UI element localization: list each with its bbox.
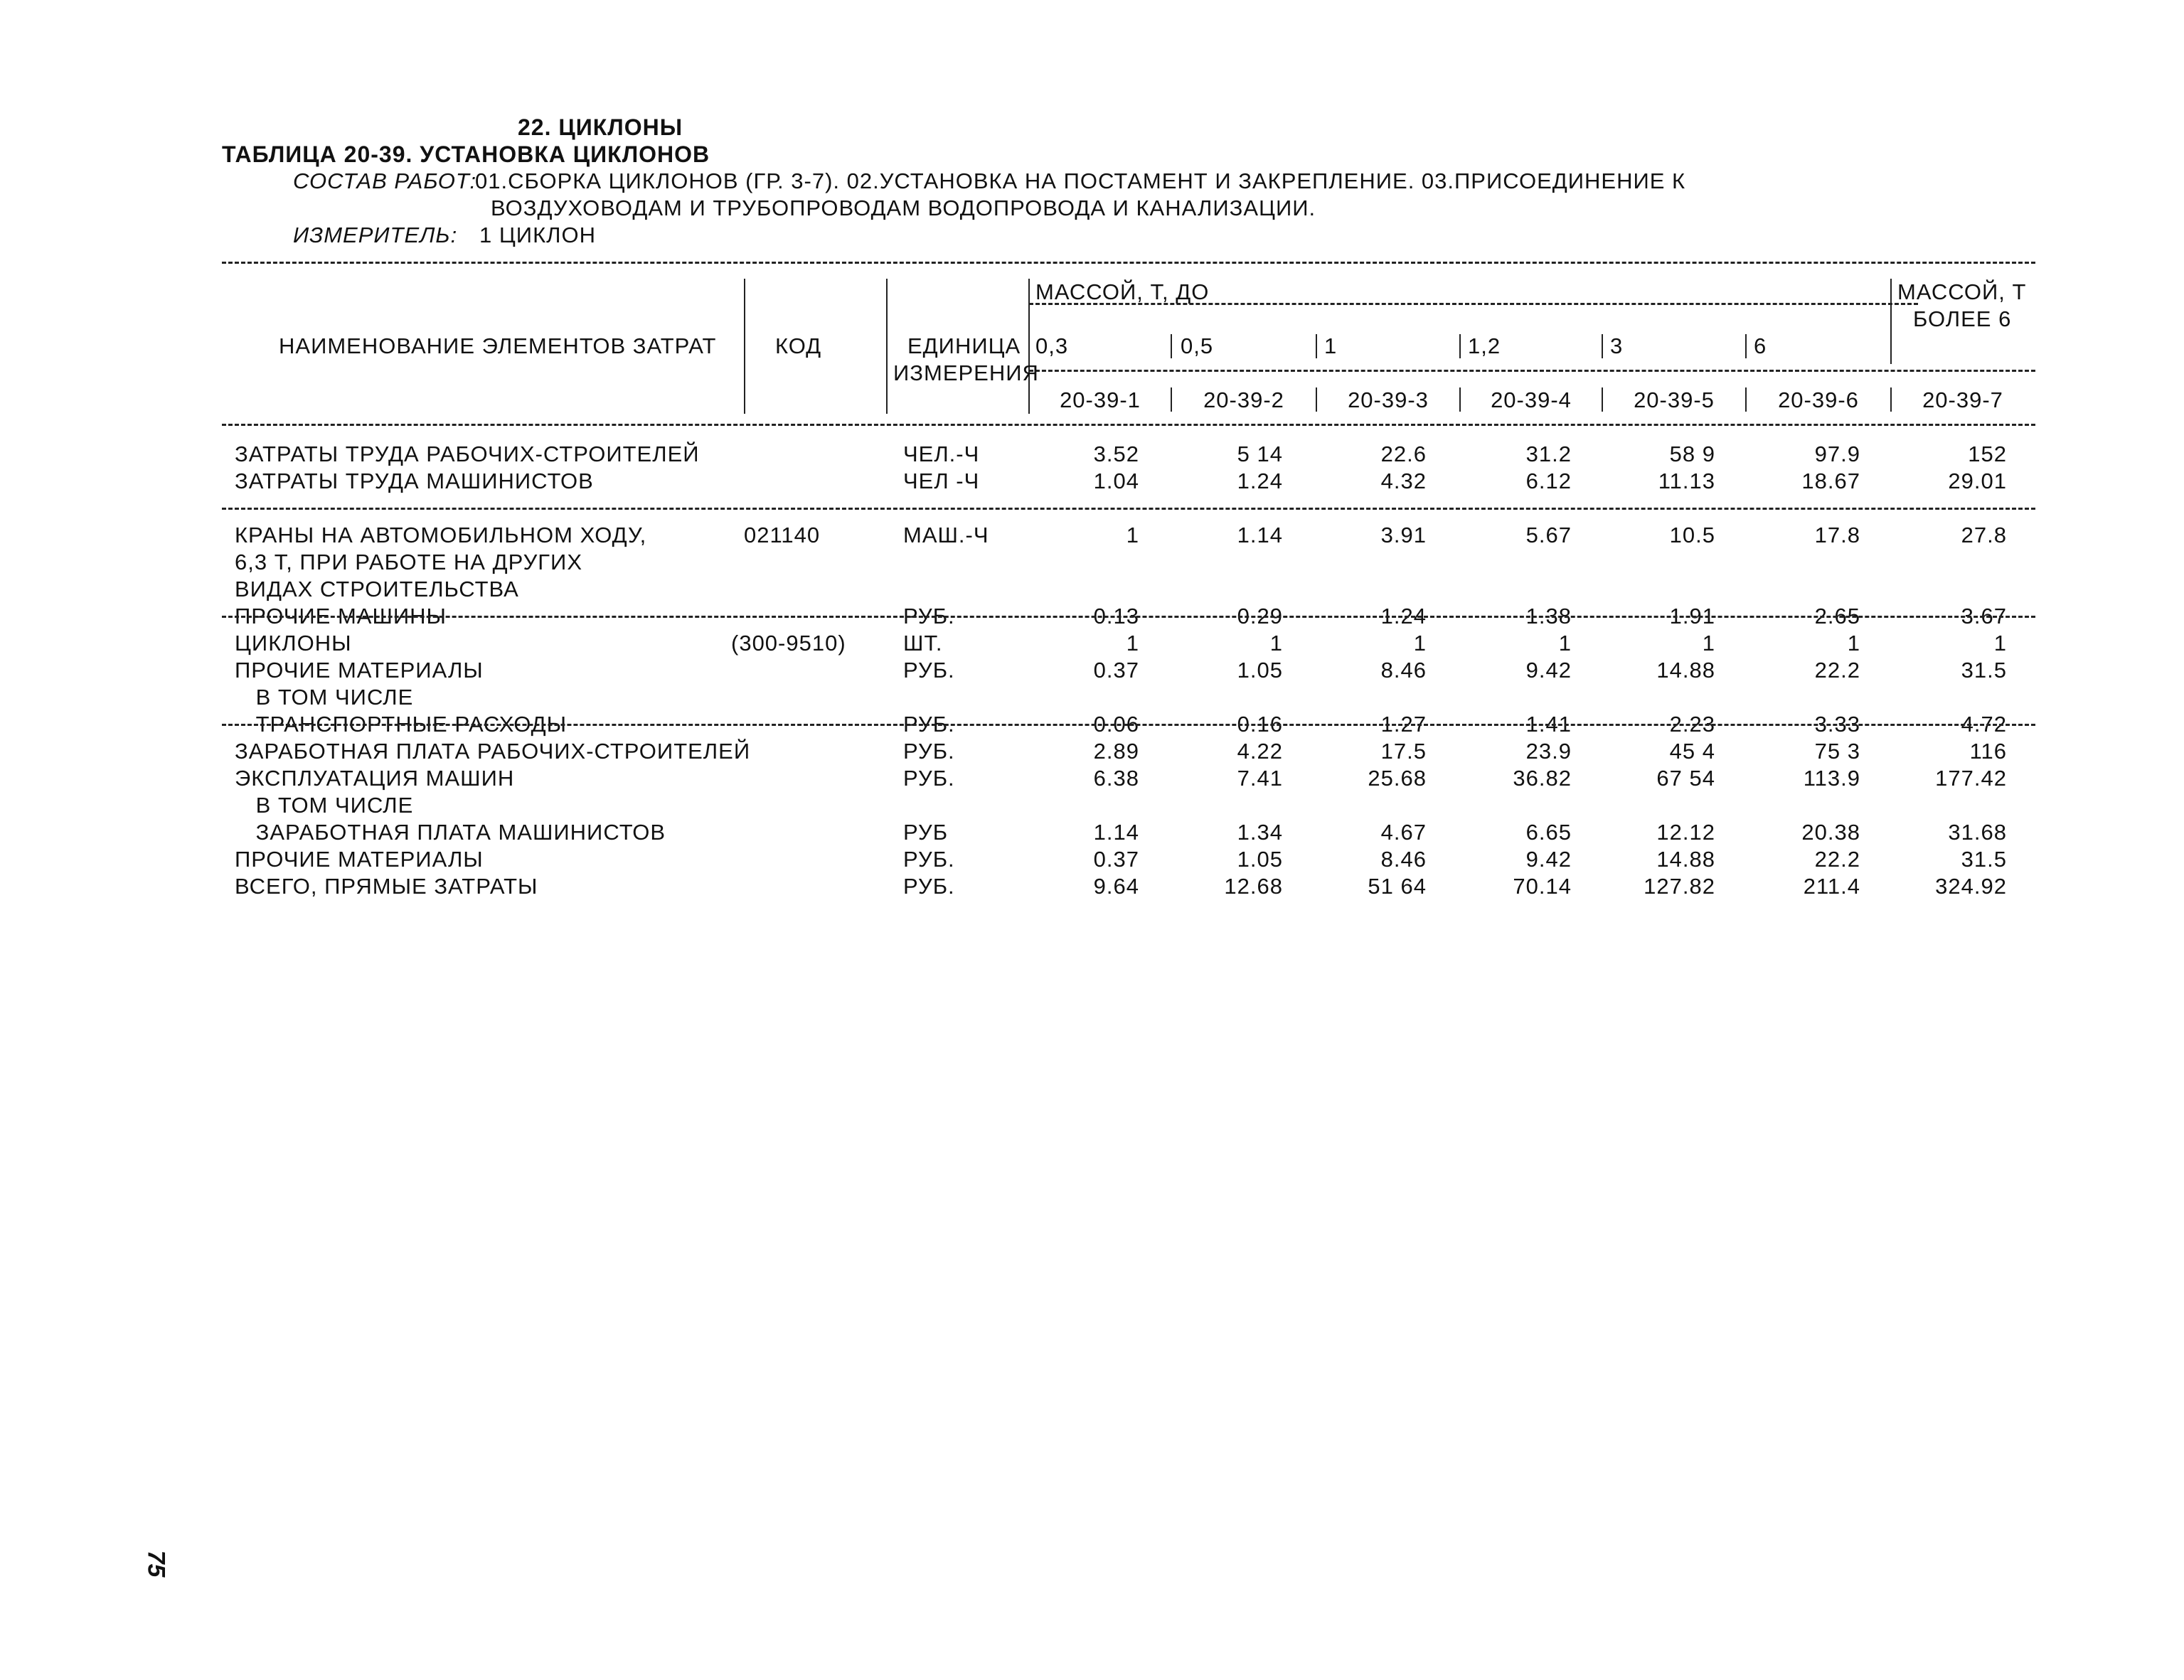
row-value: 4.67 [1380,820,1427,845]
row-value: 14.88 [1656,847,1715,872]
row-value: 45 4 [1669,739,1715,764]
header-mass-upto: МАССОЙ, Т, ДО [1035,279,1210,304]
row-value: 2.89 [1093,739,1139,764]
row-code: (300-9510) [731,631,846,656]
work-composition-line-2: ВОЗДУХОВОДАМ И ТРУБОПРОВОДАМ ВОДОПРОВОДА И КАНАЛИЗАЦИИ. [491,196,1316,220]
row-value: 18.67 [1801,469,1860,493]
meter-label: ИЗМЕРИТЕЛЬ: [293,223,458,247]
row-value: 6.38 [1093,766,1139,791]
row-unit: РУБ. [903,766,955,791]
row-value: 17.5 [1380,739,1427,764]
row-value: 177.42 [1935,766,2007,791]
row-value: 9.64 [1093,874,1139,899]
row-value: 97.9 [1814,442,1860,466]
row-value: 4.22 [1237,739,1283,764]
header-code-value: 20-39-1 [1060,387,1141,412]
group-separator [222,724,2035,726]
row-unit: ШТ. [903,631,943,656]
row-name: ЦИКЛОНЫ [235,631,352,656]
row-value: 3.67 [1961,604,2007,628]
row-value: 127.82 [1644,874,1715,899]
row-unit: РУБ. [903,874,955,899]
group-separator [222,616,2035,618]
row-value: 31.2 [1525,442,1572,466]
header-bar-m6 [1890,334,1892,358]
row-name: ПРОЧИЕ МАТЕРИАЛЫ [235,847,484,872]
row-value: 1 [1993,631,2007,656]
header-bar-code-unit [886,279,888,414]
row-value: 1 [1413,631,1427,656]
row-value: 1 [1269,631,1283,656]
row-value: 51 64 [1368,874,1427,899]
row-value: 0.16 [1237,712,1283,737]
work-composition-line-1: 01.СБОРКА ЦИКЛОНОВ (ГР. 3-7). 02.УСТАНОВКА НА ПОСТАМЕНТ И ЗАКРЕПЛЕНИЕ. 03.ПРИСОЕДИНЕНИЕ К [475,168,1686,193]
row-value: 113.9 [1803,766,1860,791]
row-value: 1.27 [1380,712,1427,737]
row-unit: ЧЕЛ.-Ч [903,442,980,466]
row-name: ЗАРАБОТНАЯ ПЛАТА РАБОЧИХ-СТРОИТЕЛЕЙ [235,739,751,764]
row-value: 31.68 [1948,820,2007,845]
row-value: 9.42 [1525,658,1572,683]
row-value: 2.65 [1814,604,1860,628]
row-name: ЗАТРАТЫ ТРУДА МАШИНИСТОВ [235,469,594,493]
header-code-value: 20-39-2 [1203,387,1284,412]
row-value: 1.38 [1525,604,1572,628]
row-value: 9.42 [1525,847,1572,872]
row-value: 27.8 [1961,523,2007,547]
row-value: 12.12 [1656,820,1715,845]
row-value: 2.23 [1669,712,1715,737]
row-name: КРАНЫ НА АВТОМОБИЛЬНОМ ХОДУ, [235,523,647,547]
header-bar-m2 [1316,334,1317,358]
row-value: 6.65 [1525,820,1572,845]
row-value: 4.32 [1380,469,1427,493]
row-name: В ТОМ ЧИСЛЕ [249,793,414,818]
row-value: 0.37 [1093,847,1139,872]
meter-value: 1 ЦИКЛОН [479,223,596,247]
group-separator [222,508,2035,510]
row-value: 70.14 [1513,874,1572,899]
header-mass-value: 6 [1754,333,1767,358]
header-code-value: 20-39-6 [1778,387,1859,412]
row-value: 25.68 [1368,766,1427,791]
header-mass-value: 1,2 [1468,333,1501,358]
row-name: ПРОЧИЕ МАШИНЫ [235,604,447,628]
header-bar-m1 [1171,334,1172,358]
header-code-value: 20-39-3 [1348,387,1429,412]
row-unit: ЧЕЛ -Ч [903,469,980,493]
row-value: 1.34 [1237,820,1283,845]
row-value: 1.14 [1093,820,1139,845]
row-unit: РУБ. [903,712,955,737]
header-bar-m4 [1602,334,1603,358]
row-value: 3.52 [1093,442,1139,466]
row-unit: РУБ. [903,658,955,683]
row-value: 0.06 [1093,712,1139,737]
row-value: 1.04 [1093,469,1139,493]
row-value: 1.05 [1237,847,1283,872]
row-value: 22.6 [1380,442,1427,466]
row-unit: РУБ [903,820,949,845]
row-value: 1 [1558,631,1572,656]
row-value: 3.33 [1814,712,1860,737]
row-value: 5 14 [1237,442,1283,466]
row-value: 0.13 [1093,604,1139,628]
header-mass-value: 1 [1324,333,1338,358]
row-value: 67 54 [1656,766,1715,791]
row-value: 8.46 [1380,658,1427,683]
row-name: В ТОМ ЧИСЛЕ [249,685,414,710]
row-unit: РУБ. [903,604,955,628]
row-value: 3.91 [1380,523,1427,547]
header-unit-col-2: ИЗМЕРЕНИЯ [893,360,1039,385]
row-value: 1.24 [1380,604,1427,628]
header-mass-over-1: МАССОЙ, Т [1897,279,2027,304]
row-value: 1.14 [1237,523,1283,547]
row-value: 10.5 [1669,523,1715,547]
row-name: ПРОЧИЕ МАТЕРИАЛЫ [235,658,484,683]
header-code-value: 20-39-5 [1634,387,1715,412]
row-value: 324.92 [1935,874,2007,899]
row-value: 23.9 [1525,739,1572,764]
row-name: ТРАНСПОРТНЫЕ РАСХОДЫ [249,712,568,737]
row-value: 22.2 [1814,847,1860,872]
row-value: 1.24 [1237,469,1283,493]
header-top-rule [222,262,2035,264]
row-value: 0.29 [1237,604,1283,628]
row-name: 6,3 Т, ПРИ РАБОТЕ НА ДРУГИХ [235,550,583,574]
row-value: 11.13 [1658,469,1715,493]
row-value: 12.68 [1224,874,1283,899]
row-value: 17.8 [1814,523,1860,547]
row-value: 14.88 [1656,658,1715,683]
row-value: 152 [1968,442,2007,466]
row-unit: РУБ. [903,739,955,764]
row-name: ЗАТРАТЫ ТРУДА РАБОЧИХ-СТРОИТЕЛЕЙ [235,442,700,466]
header-bar-m3 [1459,334,1461,358]
row-value: 36.82 [1513,766,1572,791]
page-number: 75 [142,1550,170,1578]
row-value: 1.41 [1525,712,1572,737]
row-value: 6.12 [1525,469,1572,493]
row-value: 58 9 [1669,442,1715,466]
row-value: 31.5 [1961,658,2007,683]
row-value: 20.38 [1801,820,1860,845]
row-value: 1.91 [1669,604,1715,628]
section-title: 22. ЦИКЛОНЫ [518,114,683,140]
header-bar-name-code [744,279,745,414]
row-value: 1 [1126,631,1139,656]
row-code: 021140 [744,523,821,547]
header-mass-over-2: БОЛЕЕ 6 [1913,306,2012,331]
row-value: 1.05 [1237,658,1283,683]
row-value: 31.5 [1961,847,2007,872]
header-code-value: 20-39-4 [1491,387,1572,412]
table-title: ТАБЛИЦА 20-39. УСТАНОВКА ЦИКЛОНОВ [222,141,710,167]
row-value: 7.41 [1237,766,1283,791]
row-unit: РУБ. [903,847,955,872]
row-name: ВСЕГО, ПРЯМЫЕ ЗАТРАТЫ [235,874,538,899]
header-bottom-rule [222,424,2035,426]
work-composition-label: СОСТАВ РАБОТ: [293,168,477,193]
header-mass-value: 0,5 [1181,333,1214,358]
row-name: ЭКСПЛУАТАЦИЯ МАШИН [235,766,515,791]
row-value: 1 [1847,631,1860,656]
header-bar-m5 [1745,334,1747,358]
header-mass-value: 0,3 [1035,333,1069,358]
header-name-col: НАИМЕНОВАНИЕ ЭЛЕМЕНТОВ ЗАТРАТ [279,333,717,358]
header-unit-col-1: ЕДИНИЦА [907,333,1021,358]
row-value: 211.4 [1803,874,1860,899]
row-value: 8.46 [1380,847,1427,872]
row-name: ВИДАХ СТРОИТЕЛЬСТВА [235,577,519,601]
header-code-value: 20-39-7 [1922,387,2003,412]
row-value: 1 [1126,523,1139,547]
row-value: 1 [1702,631,1715,656]
row-value: 29.01 [1948,469,2007,493]
row-value: 75 3 [1814,739,1860,764]
row-unit: МАШ.-Ч [903,523,989,547]
header-code-col: КОД [775,333,822,358]
header-mass-value: 3 [1610,333,1624,358]
row-value: 5.67 [1525,523,1572,547]
row-value: 22.2 [1814,658,1860,683]
row-value: 4.72 [1961,712,2007,737]
header-code-rule [1029,370,2035,372]
row-value: 0.37 [1093,658,1139,683]
row-name: ЗАРАБОТНАЯ ПЛАТА МАШИНИСТОВ [249,820,666,845]
row-value: 116 [1969,739,2007,764]
